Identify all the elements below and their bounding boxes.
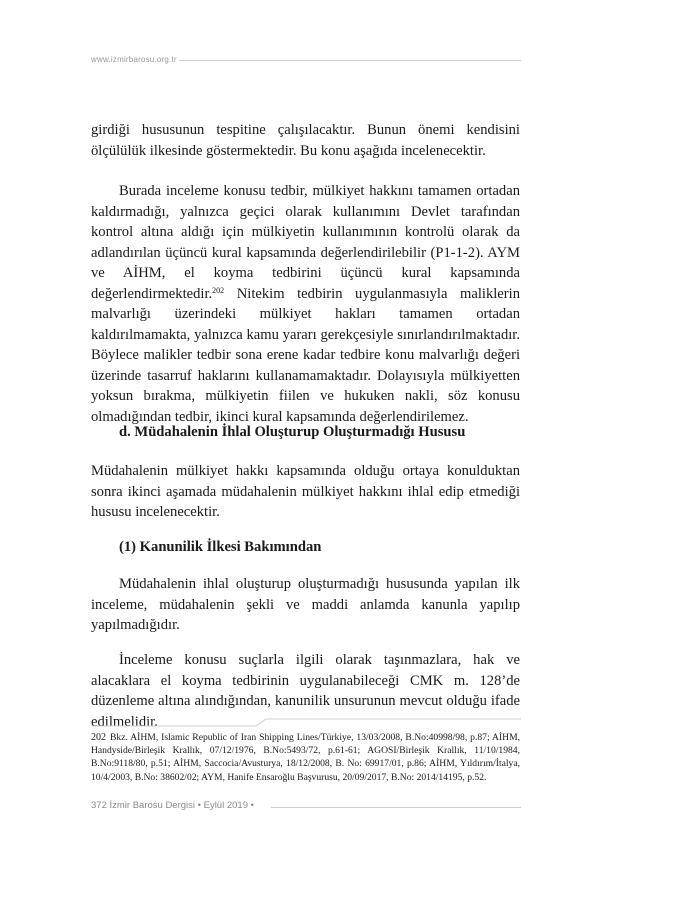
footnote-number: 202 [91,732,106,743]
heading-d: d. Müdahalenin İhlal Oluşturup Oluşturmadığı Hususu [119,424,466,440]
paragraph-1: girdiği hususunun tespitine çalışılacaktır. Bunun önemi kendisini ölçülülük ilkesinde göstermektedir. Bu konu aşağıda incelenecektir. [91,122,520,159]
footnote-separator [91,716,521,728]
footnote-text: Bkz. AİHM, Islamic Republic of Iran Shipping Lines/Türkiye, 13/03/2008, B.No:40998/98, p.87; AİHM, Handyside/Birleşik Krallık, 07/12/1976, B.No:5493/72, p.61-61; AGOSI/Birleşik Krallık, 11/10/1984, B.No:9118/80, p.51; AİHM, Saccocia/Avusturya, 18/12/2008, B. No: 69917/01, p.86; AİHM, Yıldırım/İtalya, 10/4/2003, B.No: 38602/02; AYM, Hanife Ensaroğlu Başvurusu, 20/09/2017, B.No: 2014/14195, p.52. [91,732,520,783]
paragraph-5: İnceleme konusu suçlarla ilgili olarak taşınmazlara, hak ve alacaklara el koyma tedbirinin uygulanabileceği CMK m. 128’de düzenleme altına alındığından, kanunilik unsurunun mevcut olduğu ifade edilmelidir. [91,652,520,730]
paragraph-2-text: Burada inceleme konusu tedbir, mülkiyet hakkını tamamen ortadan kaldırmadığı, yalnızca geçici olarak kullanımını Devlet tarafından kontrol altına aldığı için mülkiyetin kullanımının kontrolü olarak da adlandırılan üçüncü kural kapsamında değerlendirilebilir (P1-1-2). AYM ve AİHM, el koyma tedbirini üçüncü kural kapsamında değerlendirmektedir. [91,183,520,302]
header-rule [179,60,521,61]
paragraph-3: Müdahalenin mülkiyet hakkı kapsamında olduğu ortaya konulduktan sonra ikinci aşamada müdahalenin mülkiyet hakkını ihlal edip etmediği hususu incelenecektir. [91,463,520,520]
footnote-202 [91,731,520,784]
page-footer [91,800,521,814]
paragraph-4: Müdahalenin ihlal oluşturup oluşturmadığı hususunda yapılan ilk inceleme, müdahalenin şekli ve maddi anlamda kanunla yapılıp yapılmadığıdır. [91,576,520,633]
footnote-ref-202: 202 [212,285,225,295]
paragraph-2-cont: Nitekim tedbirin uygulanmasıyla maliklerin malvarlığı üzerindeki mülkiyet hakları tamamen ortadan kaldırılmamakta, yalnızca kamu yararı gerekçesiyle sınırlandırılmaktadır. Böylece malikler tedbir sona erene kadar tedbire konu malvarlığı değeri üzerinde tasarruf haklarını kullanamamaktadır. Dolayısıyla mülkiyetten yoksun bırakma, mülkiyetin fiilen ve hukuken nakli, söz konusu olmadığından tedbir, ikinci kural kapsamında değerlendirilemez. [91,285,520,425]
paragraph-2 [91,181,520,427]
footer-text: 372 İzmir Barosu Dergisi • Eylül 2019 • [91,800,254,811]
page-header [91,55,521,67]
heading-1: (1) Kanunilik İlkesi Bakımından [119,539,322,555]
footer-rule [271,807,521,808]
header-url: www.izmirbarosu.org.tr [91,55,177,64]
